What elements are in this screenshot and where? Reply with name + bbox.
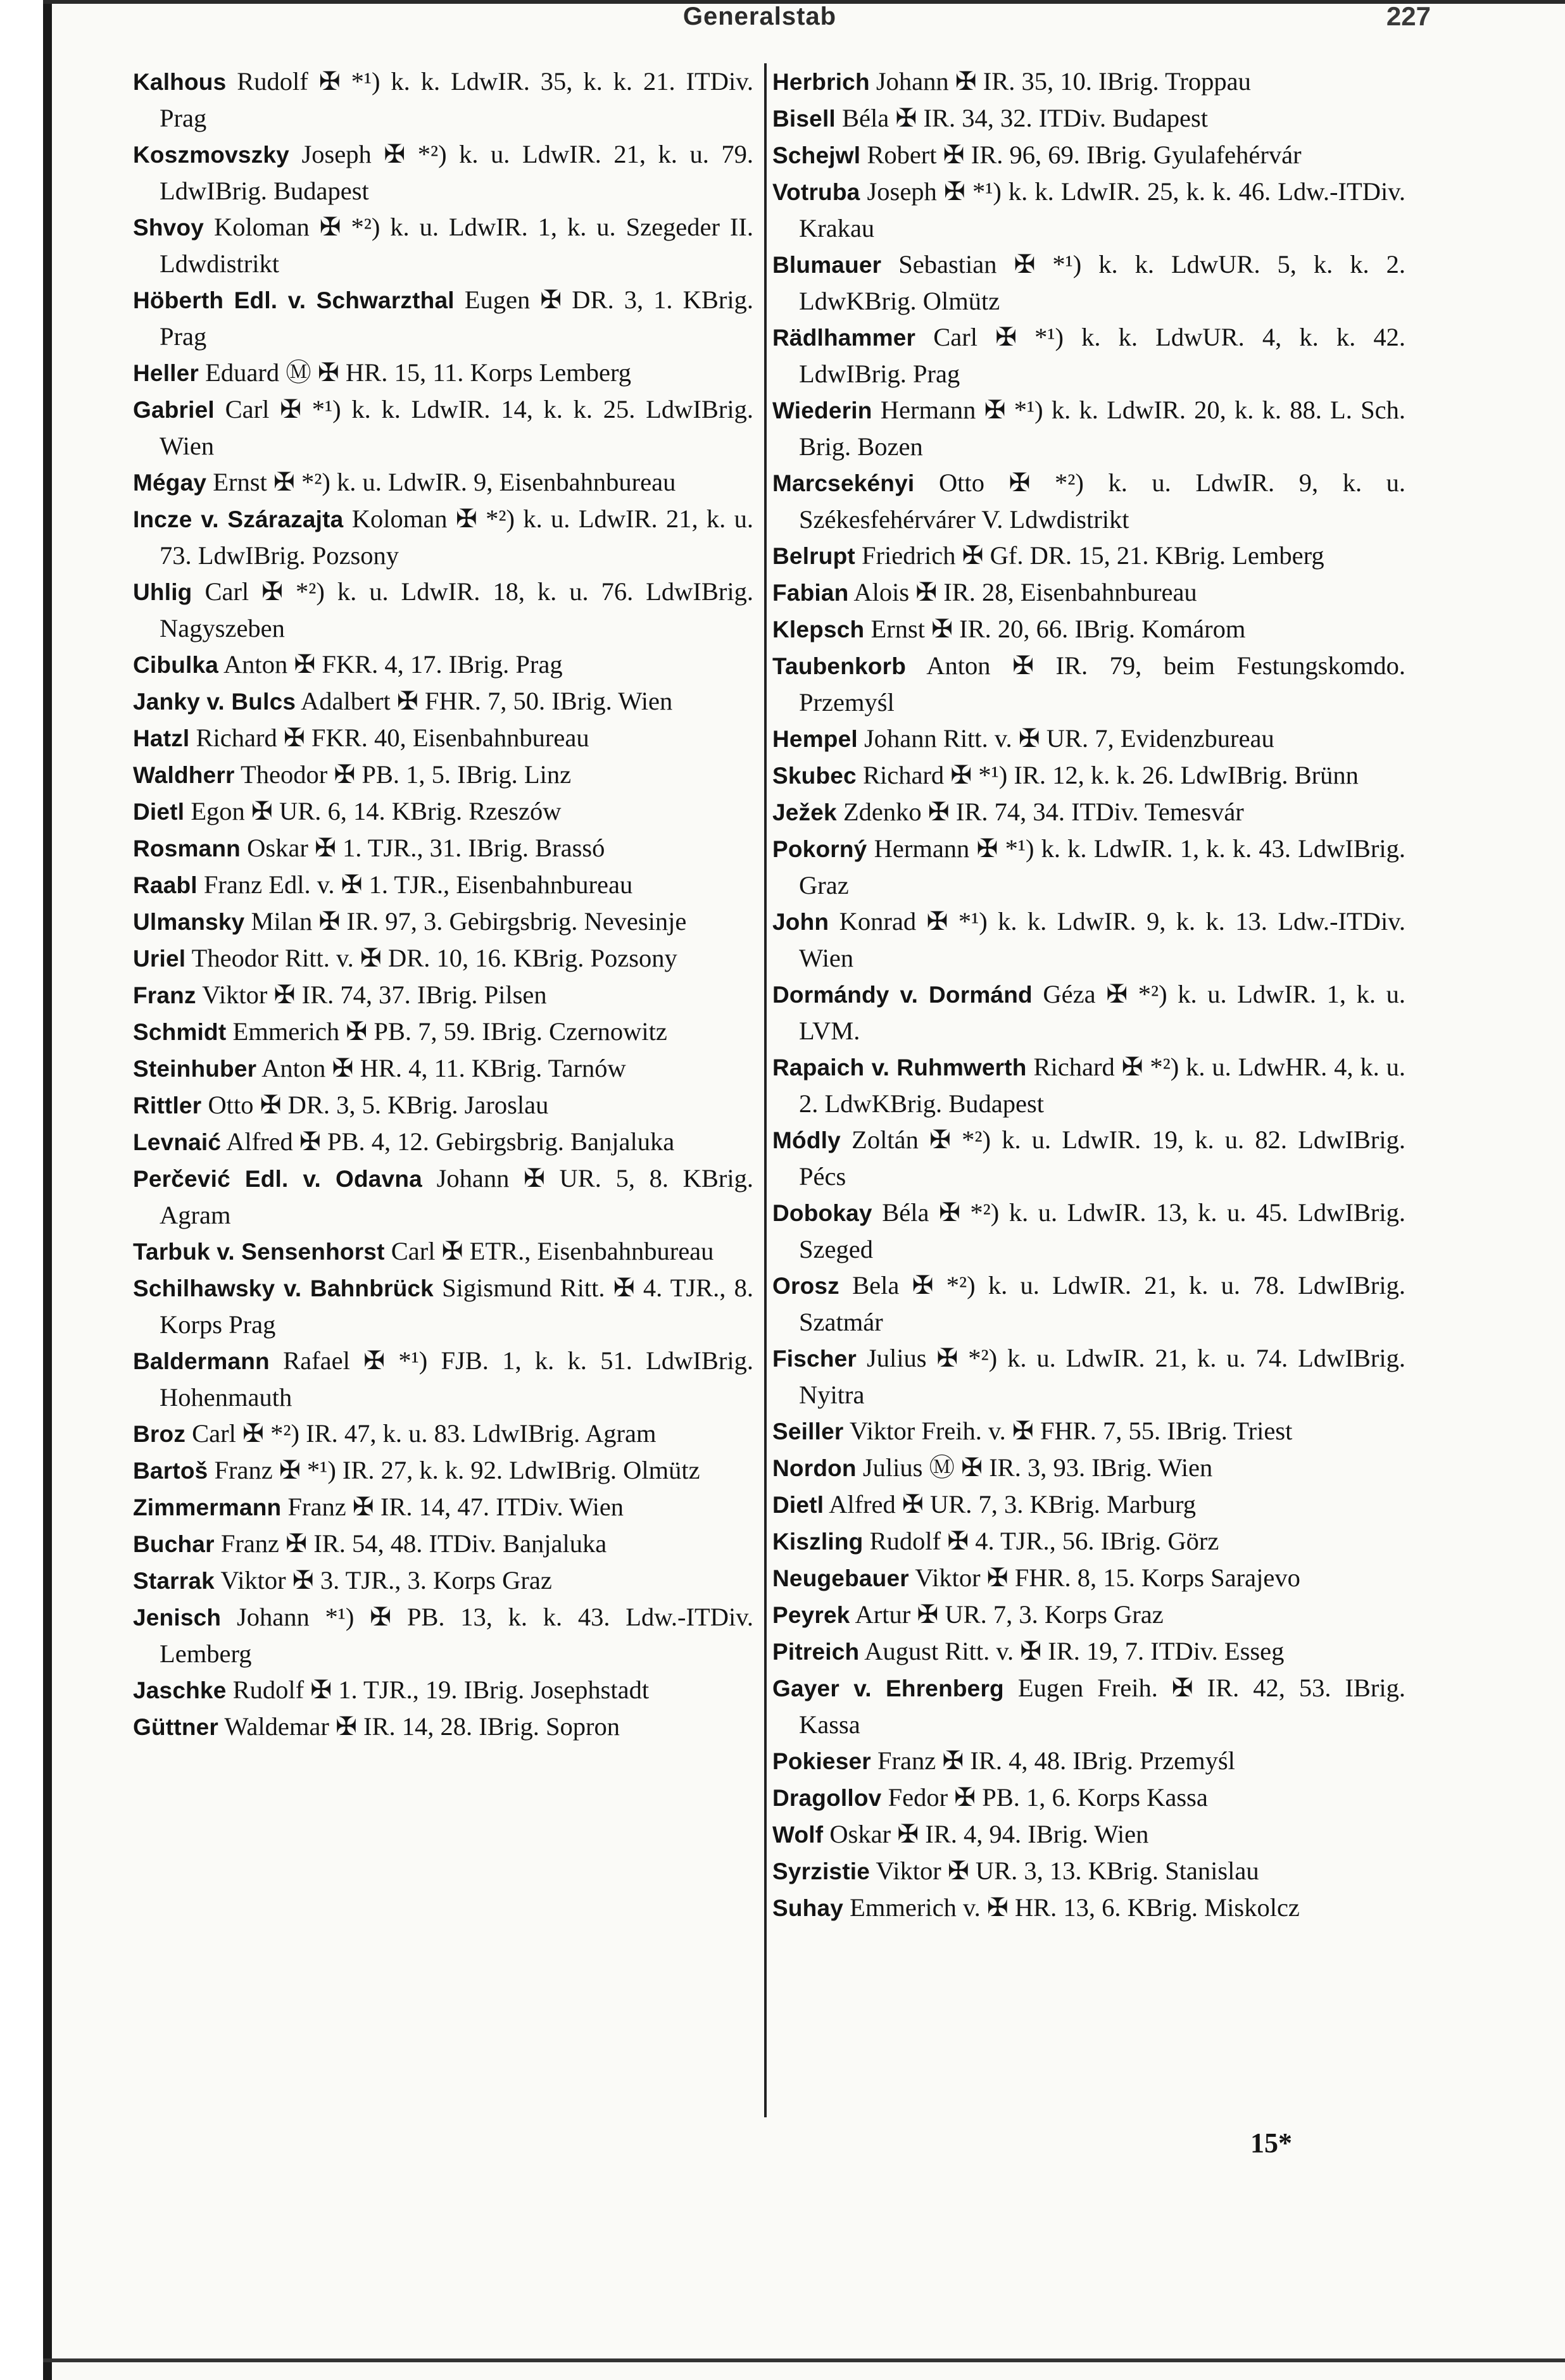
entry-details: Konrad ✠ *¹) k. k. LdwIR. 9, k. k. 13. Ldw.-ITDiv. Wien <box>799 907 1406 972</box>
register-entry <box>772 1670 1405 1743</box>
entry-surname: Rädlhammer <box>772 325 916 351</box>
entry-surname: Broz <box>133 1421 186 1447</box>
register-entry <box>133 1343 753 1415</box>
entry-surname: Bartoš <box>133 1458 208 1484</box>
entry-details: Richard ✠ *²) k. u. LdwHR. 4, k. u. 2. LdwKBrig. Budapest <box>799 1053 1405 1118</box>
entry-details: Otto ✠ DR. 3, 5. KBrig. Jaroslau <box>208 1091 549 1119</box>
entry-surname: Schilhawsky v. Bahnbrück <box>133 1275 434 1301</box>
register-entry <box>133 501 753 573</box>
entry-surname: Bisell <box>772 106 836 132</box>
entry-details: Waldemar ✠ IR. 14, 28. IBrig. Sopron <box>224 1712 620 1741</box>
register-entry <box>133 354 753 391</box>
entry-details: Richard ✠ *¹) IR. 12, k. k. 26. LdwIBrig. Brünn <box>862 761 1359 789</box>
entry-details: Theodor Ritt. v. ✠ DR. 10, 16. KBrig. Pozsony <box>191 944 677 972</box>
entry-details: Franz Edl. v. ✠ 1. TJR., Eisenbahnbureau <box>203 870 633 899</box>
register-entry <box>772 1779 1405 1816</box>
entry-details: Johann ✠ UR. 5, 8. KBrig. Agram <box>160 1164 753 1229</box>
register-entry <box>772 648 1405 720</box>
entry-details: Fedor ✠ PB. 1, 6. Korps Kassa <box>888 1783 1208 1812</box>
entry-details: Franz ✠ IR. 54, 48. ITDiv. Banjaluka <box>220 1529 607 1558</box>
entry-details: Viktor Freih. v. ✠ FHR. 7, 55. IBrig. Triest <box>849 1417 1293 1445</box>
register-entry <box>133 1270 753 1343</box>
entry-details: Anton ✠ FKR. 4, 17. IBrig. Prag <box>223 650 563 679</box>
entry-surname: Gabriel <box>133 397 215 423</box>
register-entry <box>772 574 1405 611</box>
entry-surname: Jaschke <box>133 1677 227 1703</box>
entry-surname: Dietl <box>133 799 185 825</box>
running-head: Generalstab <box>682 3 837 30</box>
entry-details: Anton ✠ IR. 79, beim Festungskomdo. Przemyśl <box>799 651 1405 717</box>
entry-details: Géza ✠ *²) k. u. LdwIR. 1, k. u. LVM. <box>799 980 1405 1045</box>
entry-details: Béla ✠ *²) k. u. LdwIR. 13, k. u. 45. LdwIBrig. Szeged <box>799 1198 1405 1263</box>
entry-surname: Raabl <box>133 872 198 898</box>
register-entry <box>133 1525 753 1562</box>
entry-surname: Kiszling <box>772 1529 864 1555</box>
entry-surname: Votruba <box>772 179 860 205</box>
register-entry <box>133 1087 753 1124</box>
entry-surname: Wolf <box>772 1822 824 1848</box>
signature-mark: 15* <box>1250 2127 1292 2158</box>
entry-details: Viktor ✠ IR. 74, 37. IBrig. Pilsen <box>202 980 547 1009</box>
entry-surname: Syrzistie <box>772 1858 870 1884</box>
entry-details: Joseph ✠ *¹) k. k. LdwIR. 25, k. k. 46. Ldw.-ITDiv. Krakau <box>799 177 1405 242</box>
entry-surname: Orosz <box>772 1273 839 1299</box>
register-entry <box>772 1450 1405 1486</box>
entry-details: Emmerich ✠ PB. 7, 59. IBrig. Czernowitz <box>232 1017 667 1046</box>
entry-details: Hermann ✠ *¹) k. k. LdwIR. 1, k. k. 43. LdwIBrig. Graz <box>799 834 1406 899</box>
entry-surname: Höberth Edl. v. Schwarzthal <box>133 287 455 313</box>
entry-details: August Ritt. v. ✠ IR. 19, 7. ITDiv. Esseg <box>864 1637 1285 1665</box>
register-entry <box>133 1415 753 1452</box>
scan-left-edge <box>43 0 52 2380</box>
entry-details: Alois ✠ IR. 28, Eisenbahnbureau <box>853 578 1197 606</box>
register-entry <box>133 1489 753 1525</box>
entry-details: Adalbert ✠ FHR. 7, 50. IBrig. Wien <box>301 687 673 715</box>
register-entry <box>772 63 1405 100</box>
entry-surname: Zimmermann <box>133 1494 282 1520</box>
register-entry <box>772 830 1405 903</box>
entry-surname: Pitreich <box>772 1639 860 1665</box>
entry-surname: Klepsch <box>772 617 865 642</box>
register-entry <box>772 1853 1405 1889</box>
register-entry <box>133 977 753 1013</box>
entry-details: Eugen ✠ DR. 3, 1. KBrig. Prag <box>160 285 753 351</box>
entry-details: Franz ✠ *¹) IR. 27, k. k. 92. LdwIBrig. Olmütz <box>214 1456 700 1484</box>
entry-surname: Gayer v. Ehrenberg <box>772 1675 1004 1701</box>
entry-surname: Ulmansky <box>133 909 245 935</box>
entry-details: Viktor ✠ FHR. 8, 15. Korps Sarajevo <box>915 1563 1300 1592</box>
left-column <box>133 63 753 1745</box>
register-entry <box>133 940 753 977</box>
entry-surname: Rosmann <box>133 836 241 861</box>
register-entry <box>772 1194 1405 1267</box>
register-entry <box>772 1596 1405 1633</box>
entry-details: Carl ✠ *¹) k. k. LdwUR. 4, k. k. 42. LdwIBrig. Prag <box>799 323 1405 388</box>
entry-details: Rudolf ✠ *¹) k. k. LdwIR. 35, k. k. 21. ITDiv. Prag <box>160 67 753 132</box>
register-entry <box>772 1560 1405 1596</box>
register-entry <box>133 1233 753 1270</box>
entry-surname: Baldermann <box>133 1348 270 1374</box>
entry-surname: Pokorný <box>772 836 867 862</box>
register-entry <box>133 136 753 209</box>
entry-surname: Wiederin <box>772 398 872 423</box>
entry-surname: Fabian <box>772 580 849 606</box>
entry-details: Egon ✠ UR. 6, 14. KBrig. Rzeszów <box>191 797 562 825</box>
register-entry <box>772 1049 1405 1122</box>
entry-surname: Heller <box>133 360 199 386</box>
entry-surname: Perčević Edl. v. Odavna <box>133 1166 422 1192</box>
register-entry <box>133 867 753 903</box>
register-entry <box>133 1562 753 1599</box>
entry-surname: Buchar <box>133 1531 215 1557</box>
entry-surname: Incze v. Szárazajta <box>133 506 344 532</box>
entry-details: Carl ✠ *²) k. u. LdwIR. 18, k. u. 76. LdwIBrig. Nagyszeben <box>160 577 754 642</box>
register-entry <box>772 976 1405 1049</box>
entry-details: Béla ✠ IR. 34, 32. ITDiv. Budapest <box>842 104 1209 132</box>
register-entry <box>133 1160 753 1233</box>
entry-surname: Neugebauer <box>772 1565 909 1591</box>
register-entry <box>133 683 753 720</box>
entry-surname: Güttner <box>133 1714 219 1740</box>
entry-details: Alfred ✠ UR. 7, 3. KBrig. Marburg <box>829 1490 1196 1519</box>
entry-details: Bela ✠ *²) k. u. LdwIR. 21, k. u. 78. LdwIBrig. Szatmár <box>799 1271 1406 1336</box>
register-entry <box>133 756 753 793</box>
register-entry <box>772 1816 1405 1853</box>
entry-surname: Belrupt <box>772 543 855 569</box>
entry-details: Anton ✠ HR. 4, 11. KBrig. Tarnów <box>261 1054 626 1082</box>
entry-details: Carl ✠ *¹) k. k. LdwIR. 14, k. k. 25. LdwIBrig. Wien <box>160 395 753 460</box>
entry-surname: Módly <box>772 1127 841 1153</box>
register-entry <box>133 464 753 501</box>
entry-surname: Rapaich v. Ruhmwerth <box>772 1055 1027 1080</box>
entry-details: Artur ✠ UR. 7, 3. Korps Graz <box>855 1600 1164 1629</box>
register-entry <box>772 1633 1405 1670</box>
entry-surname: Dietl <box>772 1492 824 1518</box>
entry-surname: Dormándy v. Dormánd <box>772 982 1033 1008</box>
entry-surname: John <box>772 909 829 935</box>
entry-details: Oskar ✠ 1. TJR., 31. IBrig. Brassó <box>247 834 605 862</box>
entry-surname: Fischer <box>772 1346 857 1372</box>
register-entry <box>772 1523 1405 1560</box>
register-entry <box>772 1889 1405 1926</box>
entry-surname: Mégay <box>133 470 207 496</box>
register-entry <box>133 63 753 136</box>
register-entry <box>133 1050 753 1087</box>
register-entry <box>772 720 1405 757</box>
entry-details: Koloman ✠ *²) k. u. LdwIR. 1, k. u. Szegeder II. Ldwdistrikt <box>160 213 754 278</box>
entry-surname: Levnaić <box>133 1129 222 1155</box>
register-entry <box>133 720 753 756</box>
entry-details: Koloman ✠ *²) k. u. LdwIR. 21, k. u. 73. LdwIBrig. Pozsony <box>160 504 754 570</box>
entry-surname: Hempel <box>772 726 858 752</box>
entry-surname: Starrak <box>133 1568 215 1594</box>
register-entry <box>133 282 753 354</box>
entry-details: Eduard Ⓜ ✠ HR. 15, 11. Korps Lemberg <box>205 358 632 387</box>
register-entry <box>133 573 753 646</box>
entry-details: Johann *¹) ✠ PB. 13, k. k. 43. Ldw.-ITDiv. Lemberg <box>160 1603 753 1668</box>
entry-details: Friedrich ✠ Gf. DR. 15, 21. KBrig. Lemberg <box>862 541 1324 570</box>
entry-surname: Skubec <box>772 763 857 789</box>
register-entry <box>133 1013 753 1050</box>
register-entry <box>772 1340 1405 1413</box>
register-entry <box>133 1452 753 1489</box>
entry-details: Carl ✠ ETR., Eisenbahnbureau <box>391 1237 714 1265</box>
entry-details: Julius Ⓜ ✠ IR. 3, 93. IBrig. Wien <box>862 1453 1213 1482</box>
register-entry <box>772 1743 1405 1779</box>
page-number: 227 <box>1386 1 1431 31</box>
register-entry <box>133 1708 753 1745</box>
entry-details: Viktor ✠ 3. TJR., 3. Korps Graz <box>220 1566 552 1594</box>
entry-details: Ernst ✠ IR. 20, 66. IBrig. Komárom <box>870 615 1246 643</box>
register-entry <box>772 537 1405 574</box>
register-entry <box>772 137 1405 173</box>
entry-details: Oskar ✠ IR. 4, 94. IBrig. Wien <box>829 1820 1149 1848</box>
entry-surname: Herbrich <box>772 69 870 95</box>
entry-details: Rafael ✠ *¹) FJB. 1, k. k. 51. LdwIBrig. Hohenmauth <box>160 1346 753 1412</box>
entry-details: Robert ✠ IR. 96, 69. IBrig. Gyulafehérvár <box>867 141 1302 169</box>
register-entry <box>772 1122 1405 1194</box>
entry-surname: Marcsekényi <box>772 470 915 496</box>
register-entry <box>772 611 1405 648</box>
register-entry <box>133 830 753 867</box>
entry-details: Viktor ✠ UR. 3, 13. KBrig. Stanislau <box>876 1857 1259 1885</box>
entry-surname: Pokieser <box>772 1748 871 1774</box>
register-entry <box>772 392 1405 465</box>
register-entry <box>133 793 753 830</box>
register-entry <box>772 319 1405 392</box>
register-entry <box>133 209 753 282</box>
entry-surname: Seiller <box>772 1419 844 1444</box>
entry-surname: Schejwl <box>772 142 861 168</box>
register-entry <box>772 173 1405 246</box>
entry-details: Carl ✠ *²) IR. 47, k. u. 83. LdwIBrig. Agram <box>192 1419 657 1448</box>
entry-surname: Dragollov <box>772 1785 882 1811</box>
entry-details: Julius ✠ *²) k. u. LdwIR. 21, k. u. 74. LdwIBrig. Nyitra <box>799 1344 1406 1409</box>
entry-surname: Franz <box>133 982 196 1008</box>
register-entry <box>772 903 1405 976</box>
entry-surname: Dobokay <box>772 1200 872 1226</box>
register-entry <box>772 1486 1405 1523</box>
entry-surname: Suhay <box>772 1895 844 1921</box>
entry-details: Milan ✠ IR. 97, 3. Gebirgsbrig. Nevesinje <box>251 907 687 936</box>
scan-bottom-edge <box>43 2358 1565 2362</box>
entry-details: Franz ✠ IR. 4, 48. IBrig. Przemyśl <box>877 1746 1235 1775</box>
entry-details: Ernst ✠ *²) k. u. LdwIR. 9, Eisenbahnbureau <box>213 468 676 496</box>
register-entry <box>772 794 1405 830</box>
column-divider <box>764 63 767 2117</box>
entry-details: Rudolf ✠ 4. TJR., 56. IBrig. Görz <box>869 1527 1219 1555</box>
entry-surname: Schmidt <box>133 1019 227 1045</box>
entry-surname: Steinhuber <box>133 1056 257 1082</box>
entry-surname: Taubenkorb <box>772 653 906 679</box>
register-entry <box>772 100 1405 137</box>
register-entry <box>772 1413 1405 1450</box>
entry-details: Sigismund Ritt. ✠ 4. TJR., 8. Korps Prag <box>160 1274 753 1339</box>
entry-surname: Shvoy <box>133 215 204 241</box>
entry-surname: Janky v. Bulcs <box>133 689 296 715</box>
register-entry <box>133 646 753 683</box>
entry-details: Hermann ✠ *¹) k. k. LdwIR. 20, k. k. 88. L. Sch. Brig. Bozen <box>799 396 1405 461</box>
register-entry <box>772 465 1405 537</box>
register-entry <box>133 391 753 464</box>
entry-details: Johann Ritt. v. ✠ UR. 7, Evidenzbureau <box>864 724 1274 753</box>
right-column <box>772 63 1405 1926</box>
register-entry <box>133 1672 753 1708</box>
entry-details: Otto ✠ *²) k. u. LdwIR. 9, k. u. Székesfehérvárer V. Ldwdistrikt <box>799 468 1406 534</box>
register-entry <box>772 1267 1405 1340</box>
register-entry <box>772 246 1405 319</box>
entry-surname: Uhlig <box>133 579 192 605</box>
entry-details: Johann ✠ IR. 35, 10. IBrig. Troppau <box>876 67 1251 96</box>
register-entry <box>133 903 753 940</box>
entry-surname: Cibulka <box>133 652 219 678</box>
entry-surname: Tarbuk v. Sensenhorst <box>133 1239 385 1265</box>
entry-details: Zoltán ✠ *²) k. u. LdwIR. 19, k. u. 82. LdwIBrig. Pécs <box>799 1125 1406 1191</box>
entry-surname: Waldherr <box>133 762 235 788</box>
entry-details: Zdenko ✠ IR. 74, 34. ITDiv. Temesvár <box>843 798 1244 826</box>
entry-details: Richard ✠ FKR. 40, Eisenbahnbureau <box>196 723 589 752</box>
entry-surname: Uriel <box>133 946 186 972</box>
entry-surname: Ježek <box>772 799 837 825</box>
register-entry <box>772 757 1405 794</box>
entry-details: Rudolf ✠ 1. TJR., 19. IBrig. Josephstadt <box>232 1675 650 1704</box>
entry-surname: Rittler <box>133 1093 202 1118</box>
register-entry <box>133 1124 753 1160</box>
entry-details: Theodor ✠ PB. 1, 5. IBrig. Linz <box>241 760 572 789</box>
entry-surname: Kalhous <box>133 69 227 95</box>
entry-details: Eugen Freih. ✠ IR. 42, 53. IBrig. Kassa <box>799 1674 1406 1739</box>
entry-surname: Koszmovszky <box>133 142 289 168</box>
entry-details: Franz ✠ IR. 14, 47. ITDiv. Wien <box>287 1493 624 1521</box>
entry-surname: Jenisch <box>133 1605 222 1631</box>
entry-details: Alfred ✠ PB. 4, 12. Gebirgsbrig. Banjaluka <box>226 1127 675 1156</box>
entry-details: Joseph ✠ *²) k. u. LdwIR. 21, k. u. 79. LdwIBrig. Budapest <box>160 140 753 205</box>
entry-surname: Nordon <box>772 1455 857 1481</box>
entry-surname: Blumauer <box>772 252 882 278</box>
entry-details: Emmerich v. ✠ HR. 13, 6. KBrig. Miskolcz <box>850 1893 1300 1922</box>
entry-details: Sebastian ✠ *¹) k. k. LdwUR. 5, k. k. 2. LdwKBrig. Olmütz <box>799 250 1405 315</box>
entry-surname: Peyrek <box>772 1602 850 1628</box>
register-entry <box>133 1599 753 1672</box>
entry-surname: Hatzl <box>133 725 190 751</box>
